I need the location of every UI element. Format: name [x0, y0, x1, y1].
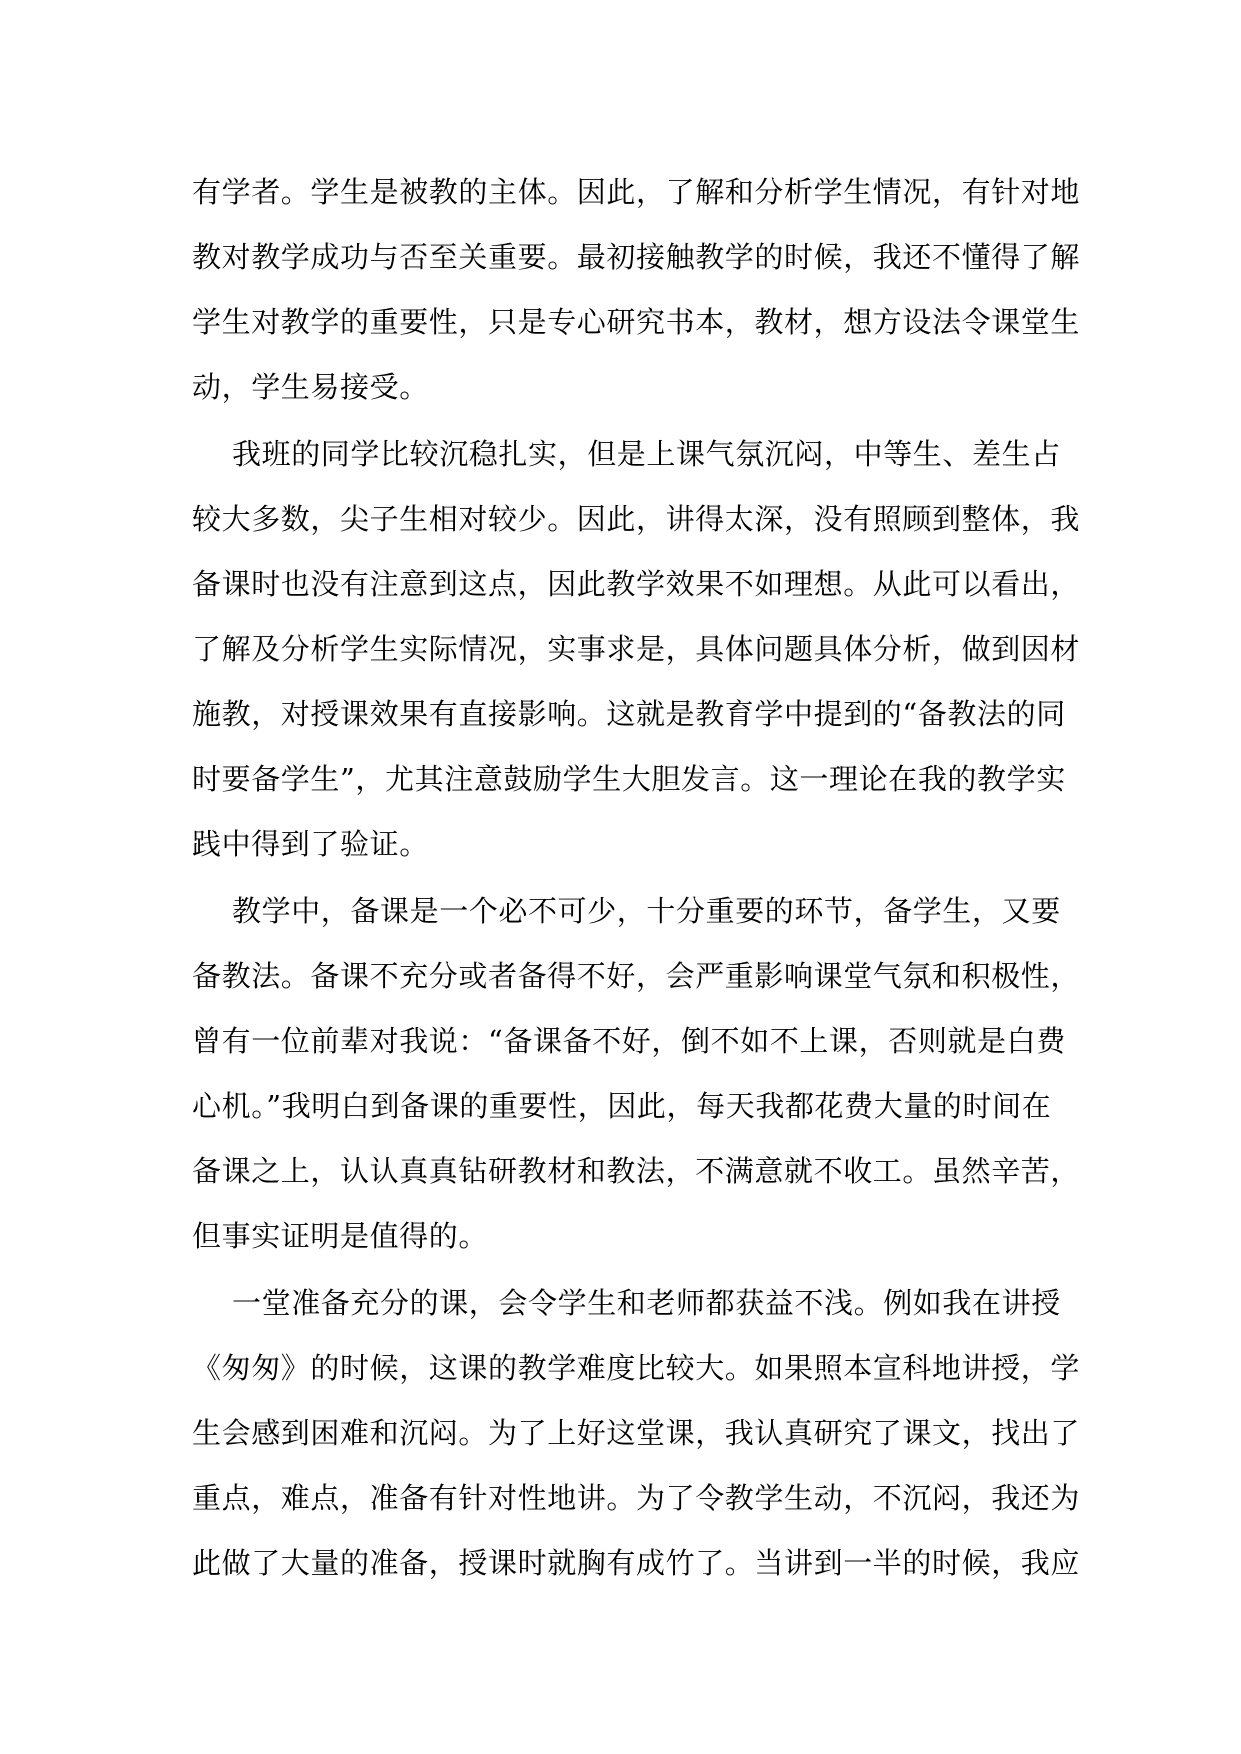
text-line: 但事实证明是值得的。 [192, 1219, 489, 1253]
text-line: 时要备学生”，尤其注意鼓励学生大胆发言。这一理论在我的教学实 [192, 762, 1066, 796]
text-line: 一堂准备充分的课，会令学生和老师都获益不浅。例如我在讲授 [232, 1286, 1061, 1320]
text-line: 教对教学成功与否至关重要。最初接触教学的时候，我还不懂得了解 [192, 240, 1081, 274]
text-line: 此做了大量的准备，授课时就胸有成竹了。当讲到一半的时候，我应 [192, 1546, 1081, 1580]
document-body [192, 160, 1081, 1598]
text-line: 较大多数，尖子生相对较少。因此，讲得太深，没有照顾到整体，我 [192, 502, 1081, 536]
paragraph-3 [192, 879, 1081, 1269]
text-line: 重点，难点，准备有针对性地讲。为了令教学生动，不沉闷，我还为 [192, 1481, 1081, 1515]
text-line: 我班的同学比较沉稳扎实，但是上课气氛沉闷，中等生、差生占 [232, 437, 1061, 471]
text-line: 教学中，备课是一个必不可少，十分重要的环节，备学生，又要 [232, 894, 1061, 928]
text-line: 曾有一位前辈对我说：“备课备不好，倒不如不上课，否则就是白费 [192, 1024, 1066, 1058]
paragraph-1 [192, 160, 1081, 420]
text-line: 《匆匆》的时候，这课的教学难度比较大。如果照本宣科地讲授，学 [192, 1351, 1081, 1385]
text-line: 动，学生易接受。 [192, 370, 429, 404]
text-line: 备课之上，认认真真钻研教材和教法，不满意就不收工。虽然辛苦， [192, 1154, 1081, 1188]
paragraph-2 [192, 422, 1081, 877]
text-line: 践中得到了验证。 [192, 827, 429, 861]
text-line: 心机。”我明白到备课的重要性，因此，每天我都花费大量的时间在 [192, 1089, 1052, 1123]
text-line: 生会感到困难和沉闷。为了上好这堂课，我认真研究了课文，找出了 [192, 1416, 1081, 1450]
text-line: 有学者。学生是被教的主体。因此，了解和分析学生情况，有针对地 [192, 175, 1081, 209]
text-line: 施教，对授课效果有直接影响。这就是教育学中提到的“备教法的同 [192, 697, 1066, 731]
text-line: 了解及分析学生实际情况，实事求是，具体问题具体分析，做到因材 [192, 632, 1081, 666]
text-line: 备教法。备课不充分或者备得不好，会严重影响课堂气氛和积极性， [192, 959, 1081, 993]
paragraph-4 [192, 1271, 1081, 1596]
text-line: 备课时也没有注意到这点，因此教学效果不如理想。从此可以看出， [192, 567, 1081, 601]
text-line: 学生对教学的重要性，只是专心研究书本，教材，想方设法令课堂生 [192, 305, 1081, 339]
